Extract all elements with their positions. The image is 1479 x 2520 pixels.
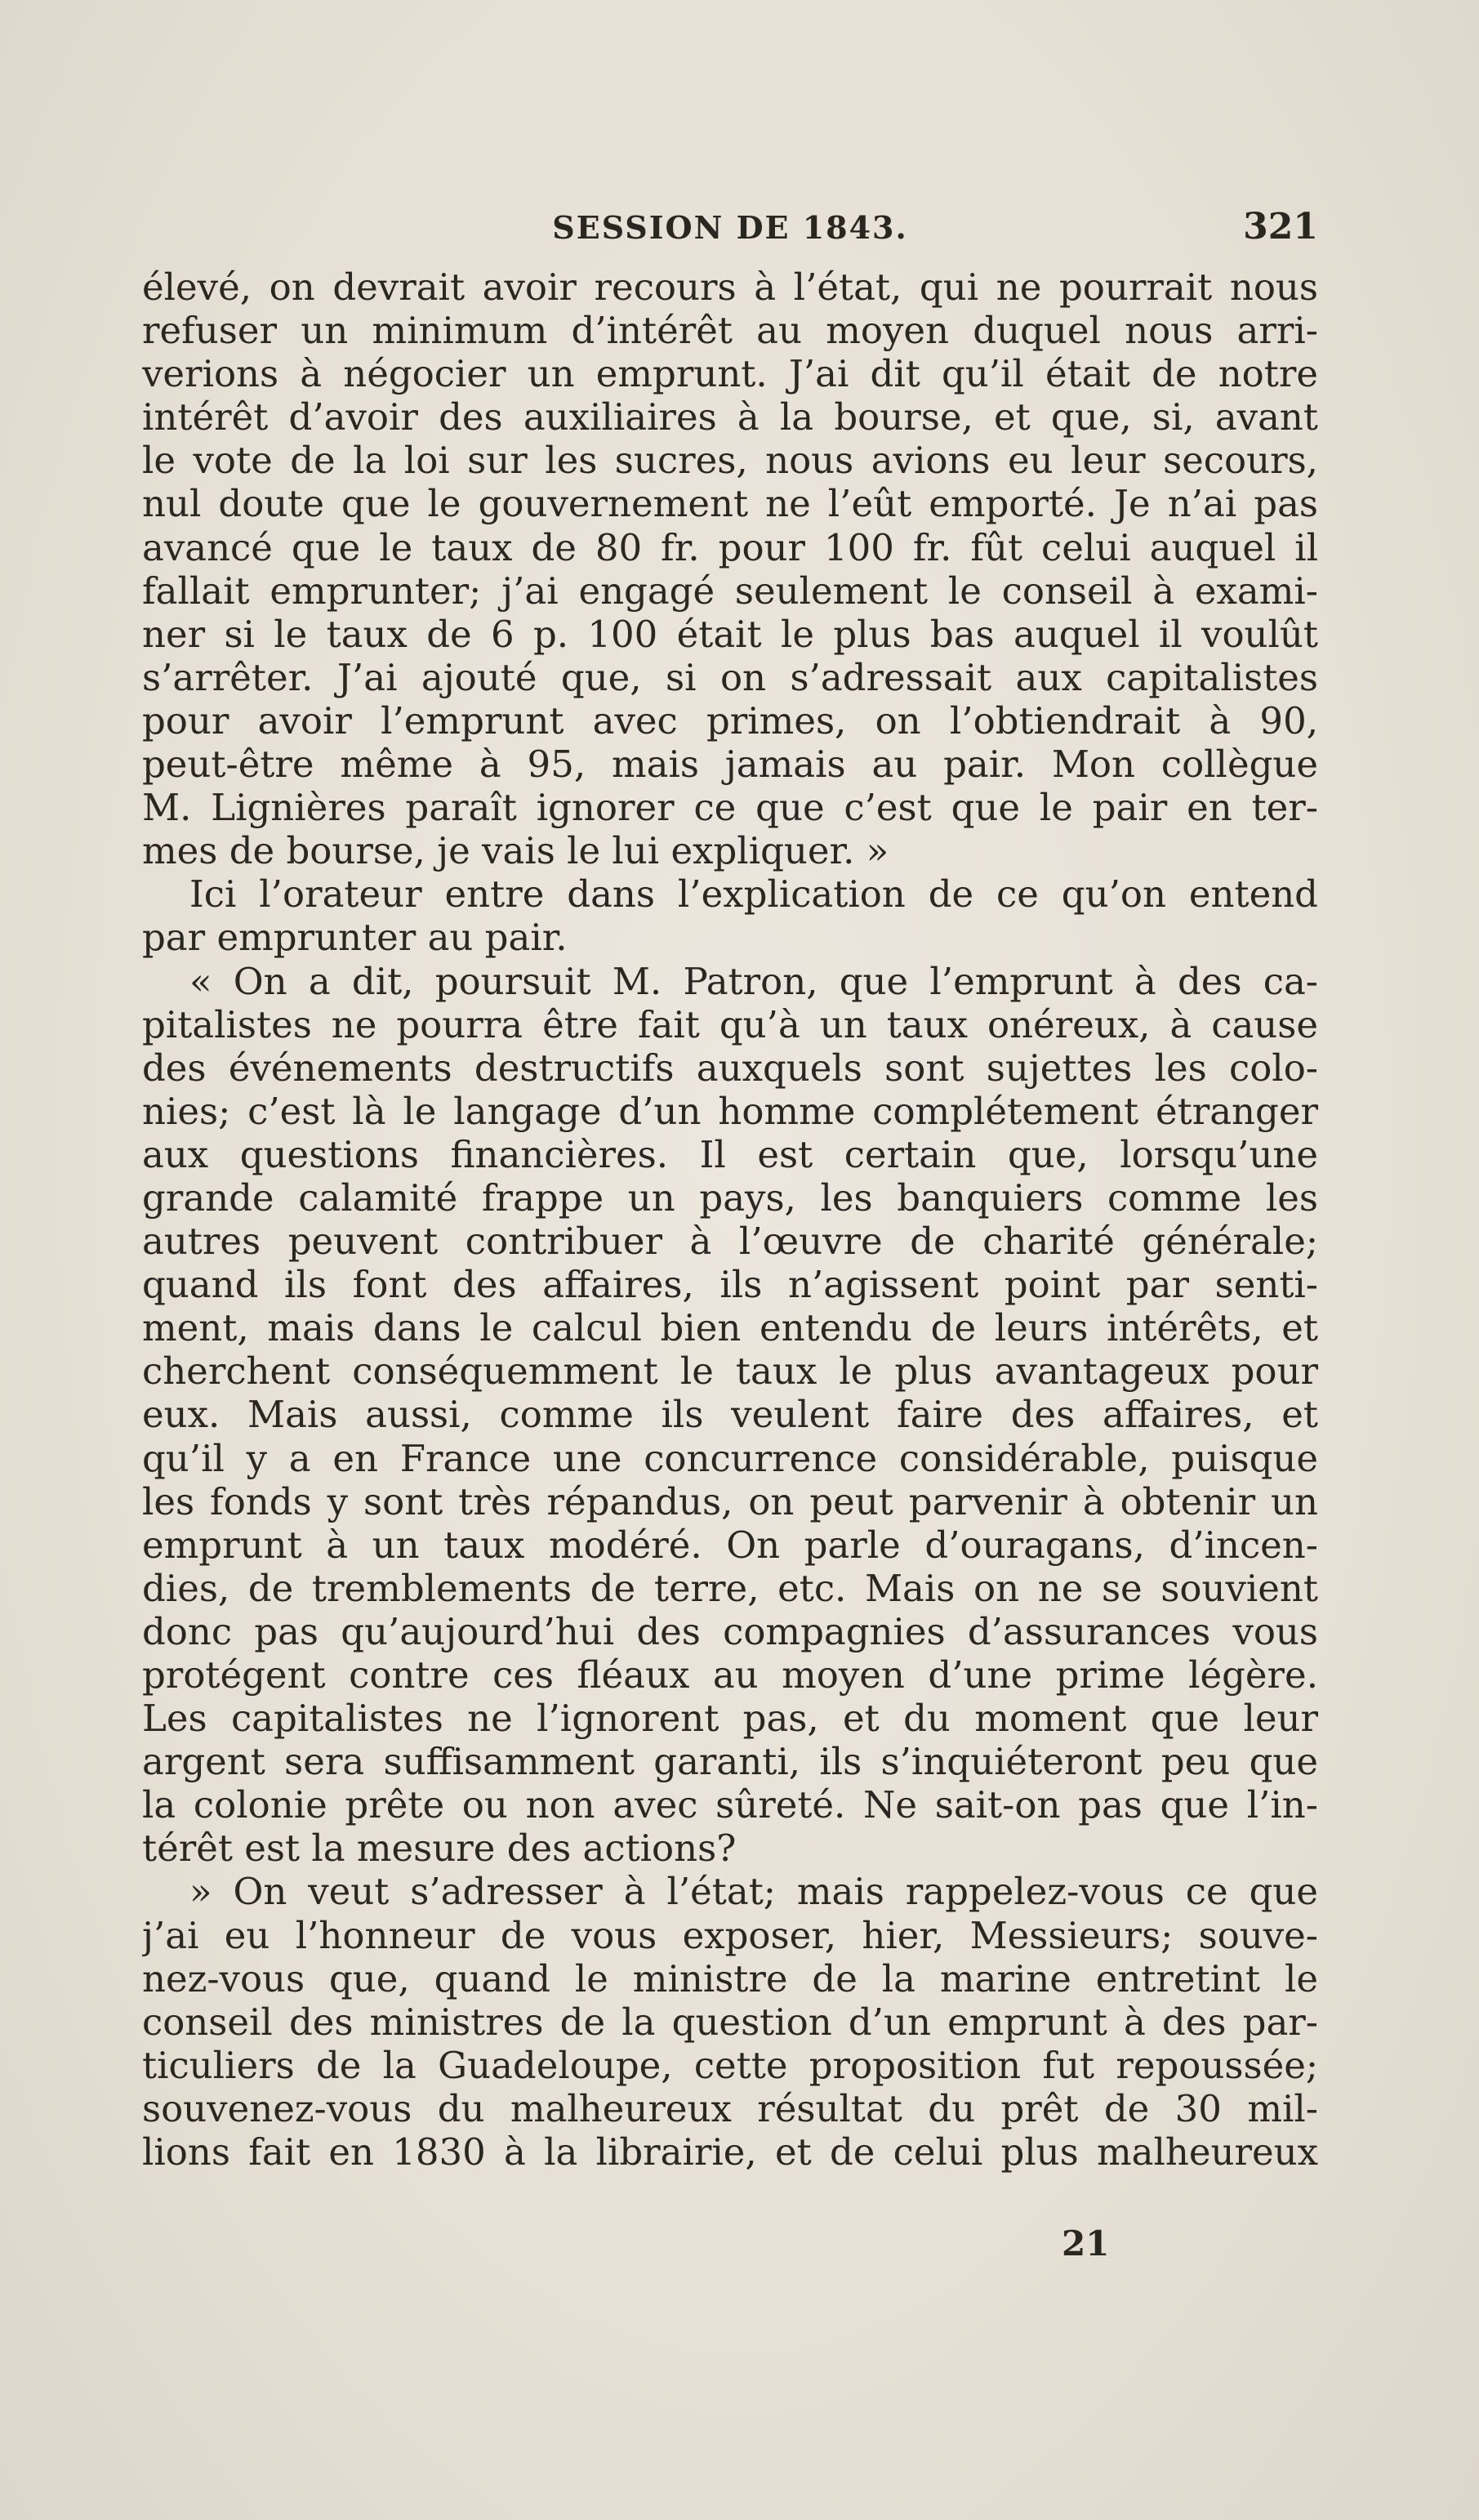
- text-line: la colonie prête ou non avec sûreté. Ne sait-on pas que l’in-: [142, 1783, 1318, 1827]
- text-line: donc pas qu’aujourd’hui des compagnies d’assurances vous: [142, 1609, 1318, 1653]
- text-line: intérêt d’avoir des auxiliaires à la bourse, et que, si, avant: [142, 395, 1318, 439]
- text-line: le vote de la loi sur les sucres, nous avions eu leur secours,: [142, 439, 1318, 483]
- text-line: dies, de tremblements de terre, etc. Mais on ne se souvient: [142, 1566, 1318, 1610]
- text-line: argent sera suffisamment garanti, ils s’inquiéteront peu que: [142, 1740, 1318, 1784]
- text-line: « On a dit, poursuit M. Patron, que l’emprunt à des ca-: [189, 959, 1318, 1003]
- body-text: [142, 265, 1318, 2174]
- text-line: » On veut s’adresser à l’état; mais rappelez-vous ce que: [189, 1870, 1318, 1914]
- text-line: par emprunter au pair.: [142, 916, 568, 960]
- text-line: aux questions financières. Il est certain que, lorsqu’une: [142, 1132, 1318, 1176]
- paragraph-3: [142, 960, 1318, 1871]
- text-line: nez-vous que, quand le ministre de la marine entretint le: [142, 1956, 1318, 2000]
- text-line: eux. Mais aussi, comme ils veulent faire des affaires, et: [142, 1393, 1318, 1437]
- paragraph-4: [142, 1870, 1318, 2174]
- text-line: nul doute que le gouvernement ne l’eût emporté. Je n’ai pas: [142, 482, 1318, 526]
- text-line: fallait emprunter; j’ai engagé seulement le conseil à exami-: [142, 569, 1318, 613]
- text-line: cherchent conséquemment le taux le plus avantageux pour: [142, 1349, 1318, 1394]
- text-line: qu’il y a en France une concurrence considérable, puisque: [142, 1436, 1318, 1480]
- text-line: avancé que le taux de 80 fr. pour 100 fr. fût celui auquel il: [142, 525, 1318, 569]
- text-line: peut-être même à 95, mais jamais au pair. Mon collègue: [142, 743, 1318, 787]
- text-line: les fonds y sont très répandus, on peut parvenir à obtenir un: [142, 1479, 1318, 1523]
- text-line: protégent contre ces fléaux au moyen d’une prime légère.: [142, 1653, 1318, 1697]
- text-line: s’arrêter. J’ai ajouté que, si on s’adressait aux capitalistes: [142, 655, 1318, 699]
- paragraph-1: [142, 265, 1318, 872]
- text-line: nies; c’est là le langage d’un homme complétement étranger: [142, 1089, 1318, 1133]
- text-line: ticuliers de la Guadeloupe, cette proposition fut repoussée;: [142, 2043, 1318, 2087]
- text-line: Ici l’orateur entre dans l’explication de ce qu’on entend: [189, 872, 1318, 917]
- text-line: térêt est la mesure des actions?: [142, 1826, 737, 1871]
- page-header: [142, 204, 1318, 253]
- running-title: SESSION DE 1843.: [552, 209, 908, 246]
- text-line: élevé, on devrait avoir recours à l’état, qui ne pourrait nous: [142, 265, 1318, 309]
- text-line: conseil des ministres de la question d’un emprunt à des par-: [142, 2000, 1318, 2044]
- text-line: verions à négocier un emprunt. J’ai dit qu’il était de notre: [142, 352, 1318, 396]
- text-line: Les capitalistes ne l’ignorent pas, et du moment que leur: [142, 1697, 1318, 1741]
- text-line: autres peuvent contribuer à l’œuvre de charité générale;: [142, 1220, 1318, 1264]
- text-line: j’ai eu l’honneur de vous exposer, hier, Messieurs; souve-: [142, 1913, 1318, 1957]
- signature-mark: 21: [1062, 2223, 1110, 2264]
- text-line: refuser un minimum d’intérêt au moyen duquel nous arri-: [142, 309, 1318, 353]
- text-line: pitalistes ne pourra être fait qu’à un taux onéreux, à cause: [142, 1002, 1318, 1046]
- text-line: M. Lignières paraît ignorer ce que c’est que le pair en ter-: [142, 786, 1318, 830]
- text-line: pour avoir l’emprunt avec primes, on l’obtiendrait à 90,: [142, 698, 1318, 743]
- text-line: lions fait en 1830 à la librairie, et de celui plus malheureux: [142, 2130, 1318, 2174]
- text-line: emprunt à un taux modéré. On parle d’ouragans, d’incen-: [142, 1523, 1318, 1567]
- text-line: mes de bourse, je vais le lui expliquer. »: [142, 829, 889, 873]
- page-number: 321: [1243, 206, 1318, 248]
- text-line: ner si le taux de 6 p. 100 était le plus bas auquel il voulût: [142, 612, 1318, 656]
- paragraph-2: [142, 872, 1318, 959]
- text-line: des événements destructifs auxquels sont sujettes les colo-: [142, 1046, 1318, 1090]
- text-line: ment, mais dans le calcul bien entendu de leurs intérêts, et: [142, 1306, 1318, 1350]
- text-line: grande calamité frappe un pays, les banquiers comme les: [142, 1175, 1318, 1220]
- text-line: quand ils font des affaires, ils n’agissent point par senti-: [142, 1263, 1318, 1307]
- text-line: souvenez-vous du malheureux résultat du prêt de 30 mil-: [142, 2086, 1318, 2130]
